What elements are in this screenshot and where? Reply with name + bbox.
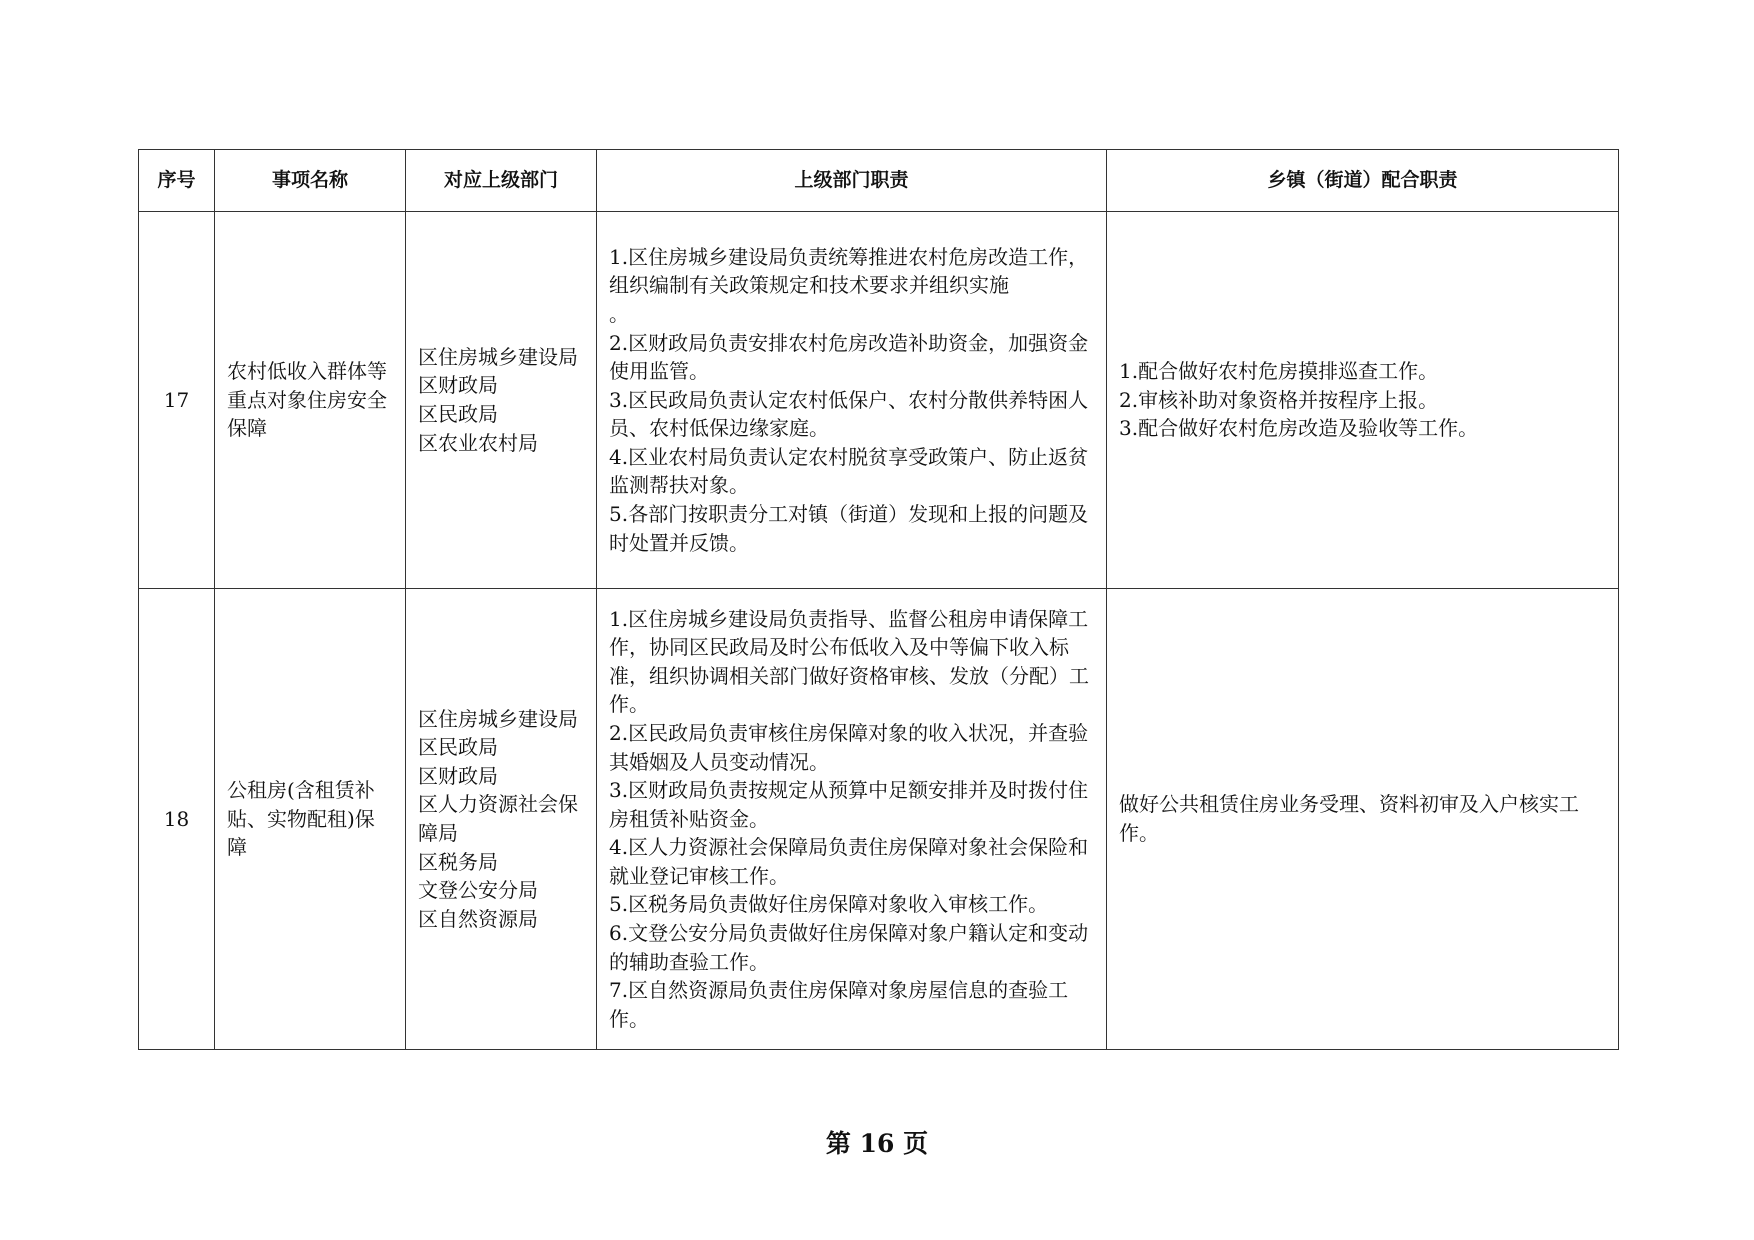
table-row (139, 212, 1619, 589)
row-departments: 区住房城乡建设局 区财政局 区民政局 区农业农村局 (406, 212, 597, 589)
duty-table (138, 149, 1619, 1050)
row-upper-duties: 1.区住房城乡建设局负责指导、监督公租房申请保障工作，协同区民政局及时公布低收入及中等偏下收入标准，组织协调相关部门做好资格审核、发放（分配）工作。 2.区民政局负责审核住房保障对象的收入状况，并查验其婚姻及人员变动情况。 3.区财政局负责按规定从预算中足额安排并及时拨付住房租赁补贴资金。 4.区人力资源社会保障局负责住房保障对象社会保险和就业登记审核工作。 5.区税务局负责做好住房保障对象收入审核工作。 6.文登公安分局负责做好住房保障对象户籍认定和变动的辅助查验工作。 7.区自然资源局负责住房保障对象房屋信息的查验工作。 (597, 589, 1107, 1050)
header-item-name: 事项名称 (215, 150, 406, 212)
row-upper-duties: 1.区住房城乡建设局负责统筹推进农村危房改造工作，组织编制有关政策规定和技术要求并组织实施 。 2.区财政局负责安排农村危房改造补助资金，加强资金使用监管。 3.区民政局负责认定农村低保户、农村分散供养特困人员、农村低保边缘家庭。 4.区业农村局负责认定农村脱贫享受政策户、防止返贫监测帮扶对象。 5.各部门按职责分工对镇（街道）发现和上报的问题及时处置并反馈。 (597, 212, 1107, 589)
table-header-row (139, 150, 1619, 212)
row-item-name: 农村低收入群体等重点对象住房安全保障 (215, 212, 406, 589)
row-town-duties: 1.配合做好农村危房摸排巡查工作。 2.审核补助对象资格并按程序上报。 3.配合做好农村危房改造及验收等工作。 (1107, 212, 1619, 589)
header-departments: 对应上级部门 (406, 150, 597, 212)
header-seq: 序号 (139, 150, 215, 212)
row-departments: 区住房城乡建设局 区民政局 区财政局 区人力资源社会保障局 区税务局 文登公安分局 区自然资源局 (406, 589, 597, 1050)
header-upper-duties: 上级部门职责 (597, 150, 1107, 212)
page-number: 第 16 页 (825, 1129, 929, 1158)
row-seq: 17 (139, 212, 215, 589)
header-town-duties: 乡镇（街道）配合职责 (1107, 150, 1619, 212)
row-item-name: 公租房(含租赁补贴、实物配租)保障 (215, 589, 406, 1050)
table-row (139, 589, 1619, 1050)
row-seq: 18 (139, 589, 215, 1050)
row-town-duties: 做好公共租赁住房业务受理、资料初审及入户核实工作。 (1107, 589, 1619, 1050)
